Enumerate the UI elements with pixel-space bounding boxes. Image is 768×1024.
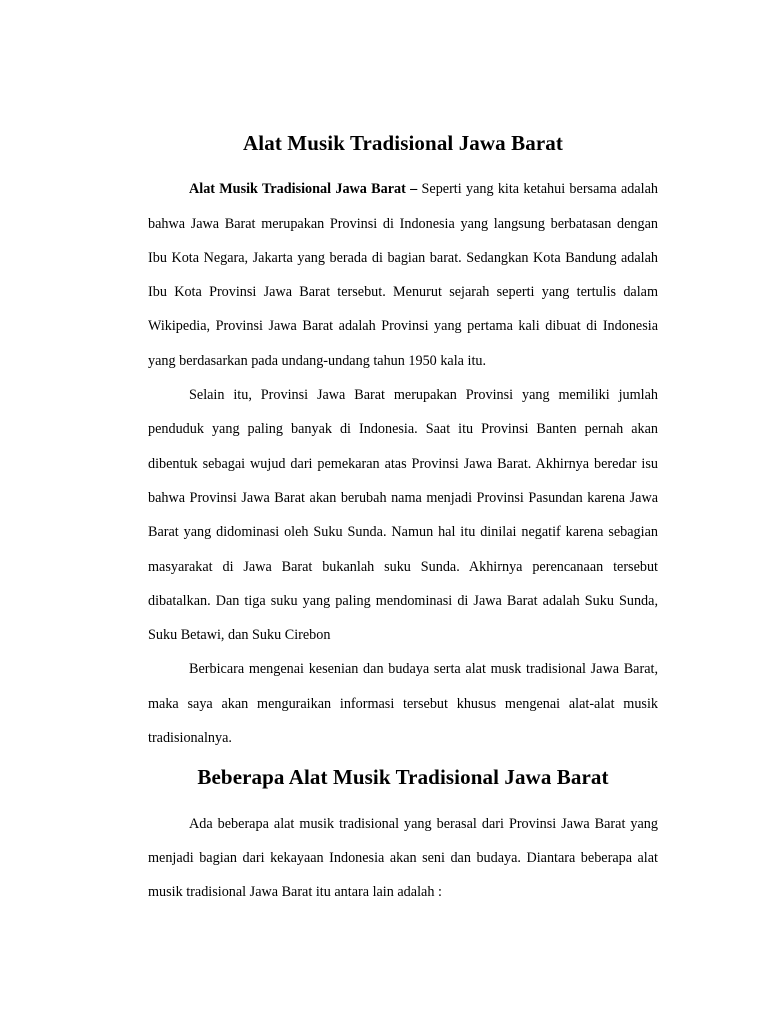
intro-lead-bold: Alat Musik Tradisional Jawa Barat – [189, 181, 418, 198]
page-title: Alat Musik Tradisional Jawa Barat [243, 131, 563, 155]
paragraph-population: Selain itu, Provinsi Jawa Barat merupakan Provinsi yang memiliki jumlah penduduk yang paling banyak di Indonesia. Saat itu Provinsi Banten pernah akan dibentuk sebagai wujud dari pemekaran atas Provinsi Jawa Barat. Akhirnya beredar isu bahwa Provinsi Jawa Barat akan berubah nama menjadi Provinsi Pasundan karena Jawa Barat yang didominasi oleh Suku Sunda. Namun hal itu dinilai negatif karena sebagian masyarakat di Jawa Barat bukanlah suku Sunda. Akhirnya perencanaan tersebut dibatalkan. Dan tiga suku yang paling mendominasi di Jawa Barat adalah Suku Sunda, Suku Betawi, dan Suku Cirebon [148, 387, 658, 644]
section-heading: Beberapa Alat Musik Tradisional Jawa Barat [197, 765, 609, 790]
intro-paragraph [148, 172, 658, 378]
intro-text: Seperti yang kita ketahui bersama adalah bahwa Jawa Barat merupakan Provinsi di Indonesia yang langsung berbatasan dengan Ibu Kota Negara, Jakarta yang berada di bagian barat. Sedangkan Kota Bandung adalah Ibu Kota Provinsi Jawa Barat tersebut. Menurut sejarah seperti yang tertulis dalam Wikipedia, Provinsi Jawa Barat adalah Provinsi yang pertama kali dibuat di Indonesia yang berdasarkan pada undang-undang tahun 1950 kala itu. [148, 181, 658, 369]
document-body [148, 130, 658, 910]
paragraph-culture: Berbicara mengenai kesenian dan budaya serta alat musk tradisional Jawa Barat, maka saya akan menguraikan informasi tersebut khusus mengenai alat-alat musik tradisionalnya. [148, 661, 658, 747]
section-paragraph: Ada beberapa alat musik tradisional yang berasal dari Provinsi Jawa Barat yang menjadi bagian dari kekayaan Indonesia akan seni dan budaya. Diantara beberapa alat musik tradisional Jawa Barat itu antara lain adalah : [148, 815, 658, 901]
